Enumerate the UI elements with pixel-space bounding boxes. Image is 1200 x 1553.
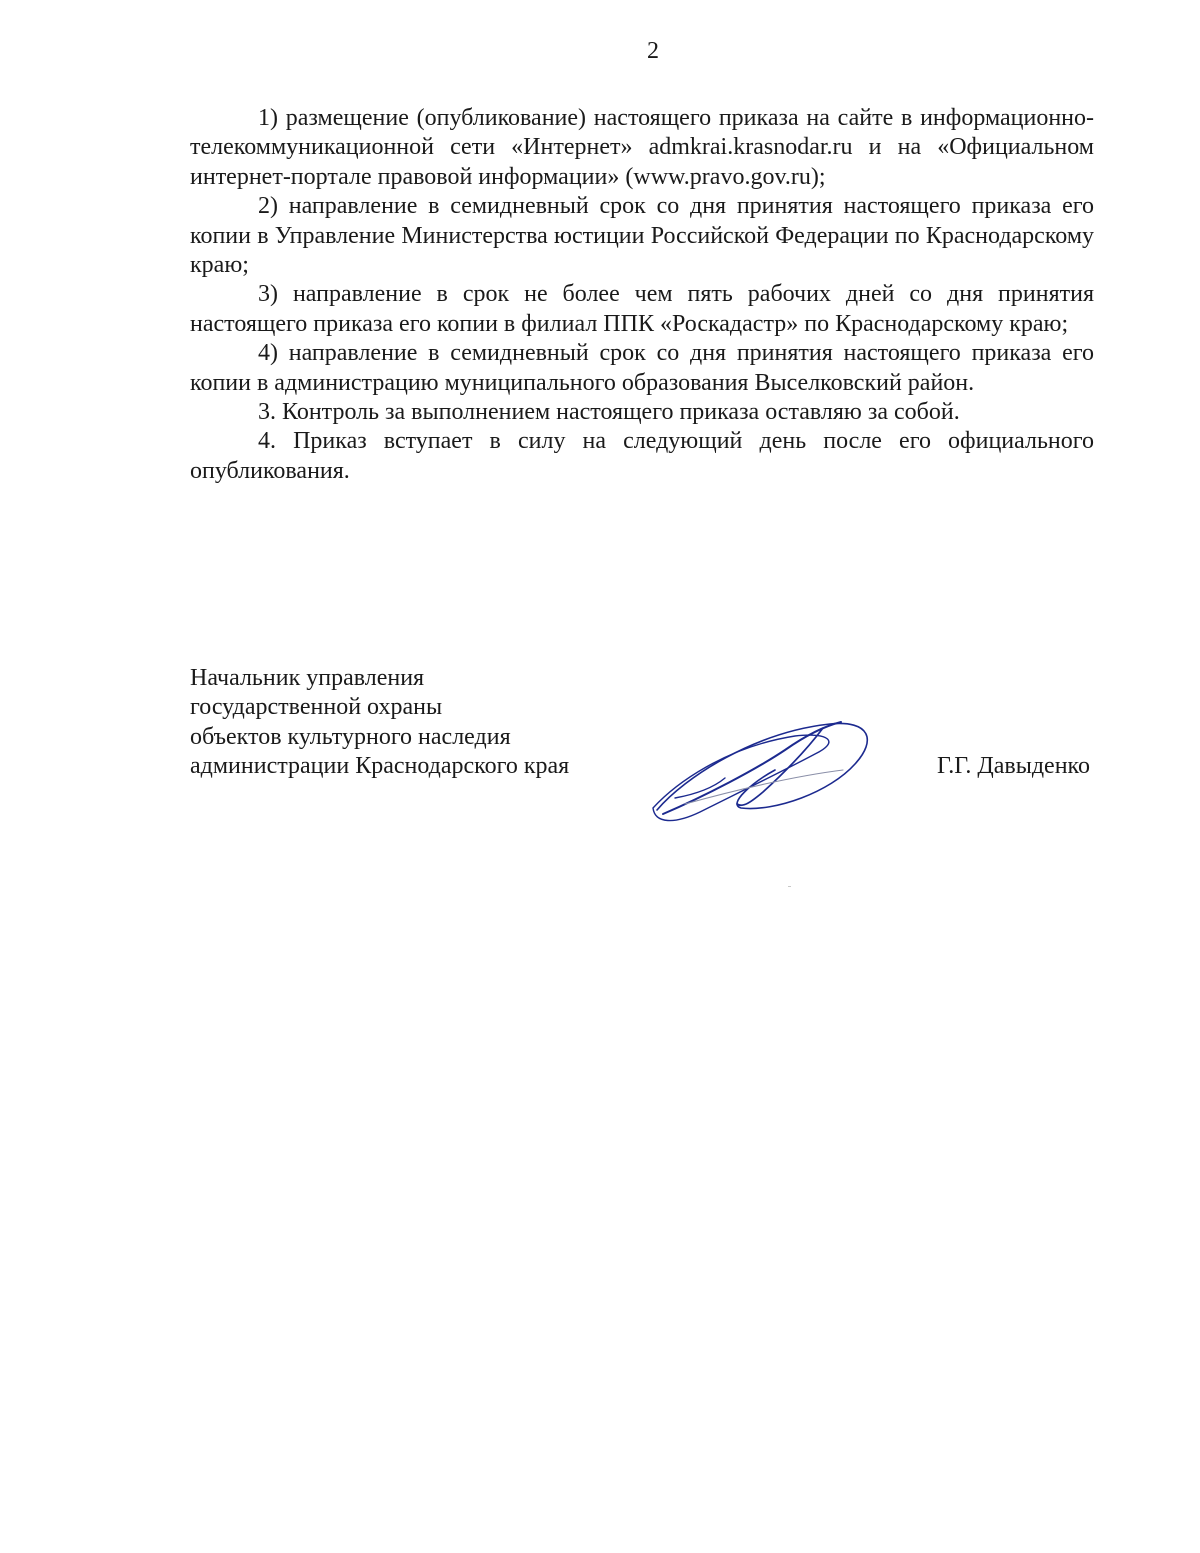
scan-speck xyxy=(788,886,791,887)
signer-position-line: объектов культурного наследия xyxy=(190,723,511,750)
paragraph-entry-into-force: 4. Приказ вступает в силу на следующий день после его официального опубликования. xyxy=(190,428,1094,484)
signer-name: Г.Г. Давыденко xyxy=(937,753,1090,779)
signer-position-line: Начальник управления xyxy=(190,665,425,691)
paragraph-roskadastr: 3) направление в срок не более чем пять рабочих дней со дня принятия настоящего приказа его копии в филиал ППК «Роскадастр» по Краснодарскому краю; xyxy=(190,281,1094,337)
paragraph-ministry-of-justice: 2) направление в семидневный срок со дня принятия настоящего приказа его копии в Управление Министерства юстиции Российской Федерации по Краснодарскому краю; xyxy=(190,193,1094,279)
paragraph-publication: 1) размещение (опубликование) настоящего приказа на сайте в информационно-телекоммуникационной сети «Интернет» admkrai.krasnodar.ru и на «Официальном интернет-портале правовой информации» (www.pravo.gov.ru); xyxy=(190,105,1094,190)
paragraph-control: 3. Контроль за выполнением настоящего приказа оставляю за собой. xyxy=(258,399,960,426)
signer-position-line: государственной охраны xyxy=(190,694,443,721)
page-number: 2 xyxy=(647,38,659,64)
signature-block xyxy=(190,664,1094,834)
signer-position-line: администрации Краснодарского края xyxy=(190,753,570,780)
signer-position xyxy=(190,664,569,782)
handwritten-signature xyxy=(645,692,885,827)
document-body xyxy=(190,104,1094,486)
paragraph-municipal-administration: 4) направление в семидневный срок со дня принятия настоящего приказа его копии в администрацию муниципального образования Выселковский район. xyxy=(190,340,1094,396)
